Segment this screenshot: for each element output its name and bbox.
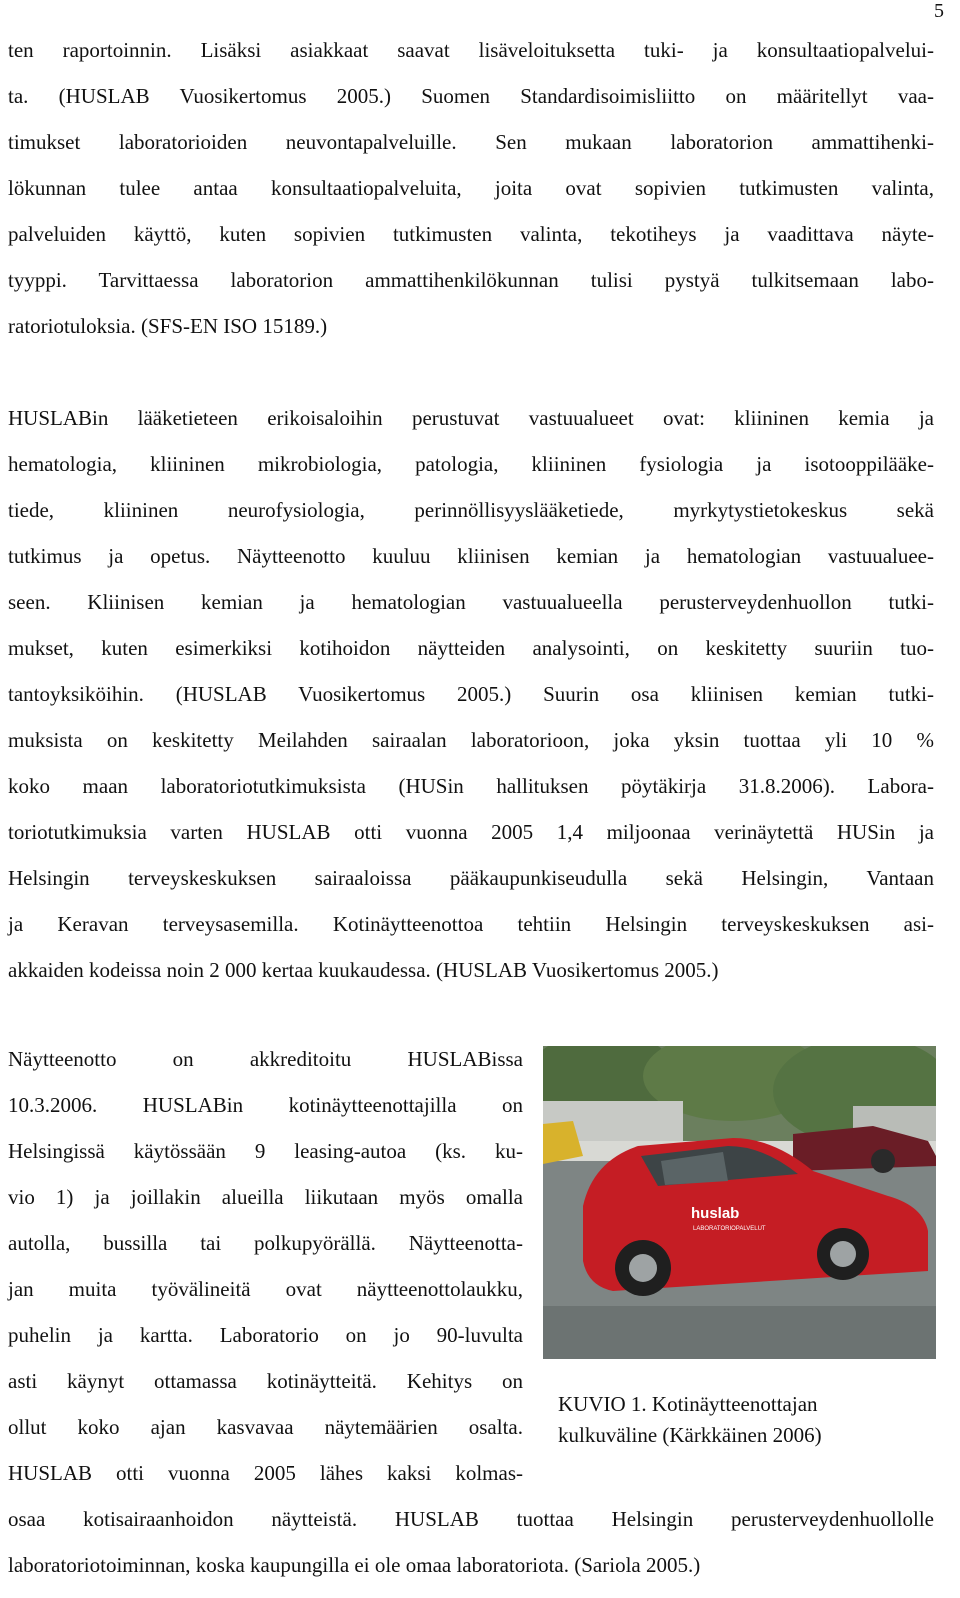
text-line: muksista on keskitetty Meilahden sairaalan laboratorioon, joka yksin tuottaa yli 10 % xyxy=(8,728,934,752)
text-line: akkaiden kodeissa noin 2 000 kertaa kuukaudessa. (HUSLAB Vuosikertomus 2005.) xyxy=(8,958,719,982)
text-line: asti käynyt ottamassa kotinäytteitä. Kehitys on xyxy=(8,1369,523,1393)
text-line: ja Keravan terveysasemilla. Kotinäytteenottoa tehtiin Helsingin terveyskeskuksen asi- xyxy=(8,912,934,936)
text-line: laboratoriotoiminnan, koska kaupungilla ei ole omaa laboratoriota. (Sariola 2005.) xyxy=(8,1553,701,1577)
text-line: hematologia, kliininen mikrobiologia, patologia, kliininen fysiologia ja isotooppilääke- xyxy=(8,452,934,476)
text-line: osaa kotisairaanhoidon näytteistä. HUSLAB tuottaa Helsingin perusterveydenhuollolle xyxy=(8,1507,934,1531)
text-line: mukset, kuten esimerkiksi kotihoidon näytteiden analysointi, on keskitetty suuriin tuo- xyxy=(8,636,934,660)
text-line: Helsingissä käytössään 9 leasing-autoa (ks. ku- xyxy=(8,1139,523,1163)
text-line: tutkimus ja opetus. Näytteenotto kuuluu kliinisen kemian ja hematologian vastuualuee- xyxy=(8,544,934,568)
text-line: toriotutkimuksia varten HUSLAB otti vuonna 2005 1,4 miljoonaa verinäytettä HUSin ja xyxy=(8,820,934,844)
text-line: koko maan laboratoriotutkimuksista (HUSin hallituksen pöytäkirja 31.8.2006). Labora- xyxy=(8,774,934,798)
text-line: ten raportoinnin. Lisäksi asiakkaat saavat lisäveloituksetta tuki- ja konsultaatiopalvelui- xyxy=(8,38,934,62)
text-line: tiede, kliininen neurofysiologia, perinnöllisyyslääketiede, myrkytystietokeskus sekä xyxy=(8,498,934,522)
text-line: autolla, bussilla tai polkupyörällä. Näytteenotta- xyxy=(8,1231,523,1255)
text-line: vio 1) ja joillakin alueilla liikutaan myös omalla xyxy=(8,1185,523,1209)
caption-line: KUVIO 1. Kotinäytteenottajan xyxy=(558,1392,818,1416)
text-line: lökunnan tulee antaa konsultaatiopalveluita, joita ovat sopivien tutkimusten valinta, xyxy=(8,176,934,200)
text-line: Näytteenotto on akkreditoitu HUSLABissa xyxy=(8,1047,523,1071)
text-line: timukset laboratorioiden neuvontapalveluille. Sen mukaan laboratorion ammattihenki- xyxy=(8,130,934,154)
text-line: HUSLAB otti vuonna 2005 lähes kaksi kolmas- xyxy=(8,1461,523,1485)
car-logo-subtext: LABORATORIOPALVELUT xyxy=(693,1226,766,1232)
text-line: ta. (HUSLAB Vuosikertomus 2005.) Suomen Standardisoimisliitto on määritellyt vaa- xyxy=(8,84,934,108)
page-number: 5 xyxy=(934,0,944,22)
text-line: puhelin ja kartta. Laboratorio on jo 90-luvulta xyxy=(8,1323,523,1347)
car-logo-text: huslab xyxy=(691,1205,740,1222)
text-line: seen. Kliinisen kemian ja hematologian vastuualueella perusterveydenhuollon tutki- xyxy=(8,590,934,614)
text-line: tyyppi. Tarvittaessa laboratorion ammattihenkilökunnan tulisi pystyä tulkitsemaan labo- xyxy=(8,268,934,292)
text-line: ollut koko ajan kasvavaa näytemäärien osalta. xyxy=(8,1415,523,1439)
text-line: palveluiden käyttö, kuten sopivien tutkimusten valinta, tekotiheys ja vaadittava näyte- xyxy=(8,222,934,246)
text-line: HUSLABin lääketieteen erikoisaloihin perustuvat vastuualueet ovat: kliininen kemia ja xyxy=(8,406,934,430)
car-photo-illustration xyxy=(543,1046,936,1359)
figure-caption xyxy=(558,1389,822,1451)
text-line: tantoyksiköihin. (HUSLAB Vuosikertomus 2005.) Suurin osa kliinisen kemian tutki- xyxy=(8,682,934,706)
text-line: jan muita työvälineitä ovat näytteenottolaukku, xyxy=(8,1277,523,1301)
text-line: Helsingin terveyskeskuksen sairaaloissa pääkaupunkiseudulla sekä Helsingin, Vantaan xyxy=(8,866,934,890)
text-line: ratoriotuloksia. (SFS-EN ISO 15189.) xyxy=(8,314,328,338)
figure-red-car-photo xyxy=(543,1046,936,1359)
text-line: 10.3.2006. HUSLABin kotinäytteenottajilla on xyxy=(8,1093,523,1117)
caption-line: kulkuväline (Kärkkäinen 2006) xyxy=(558,1423,822,1447)
